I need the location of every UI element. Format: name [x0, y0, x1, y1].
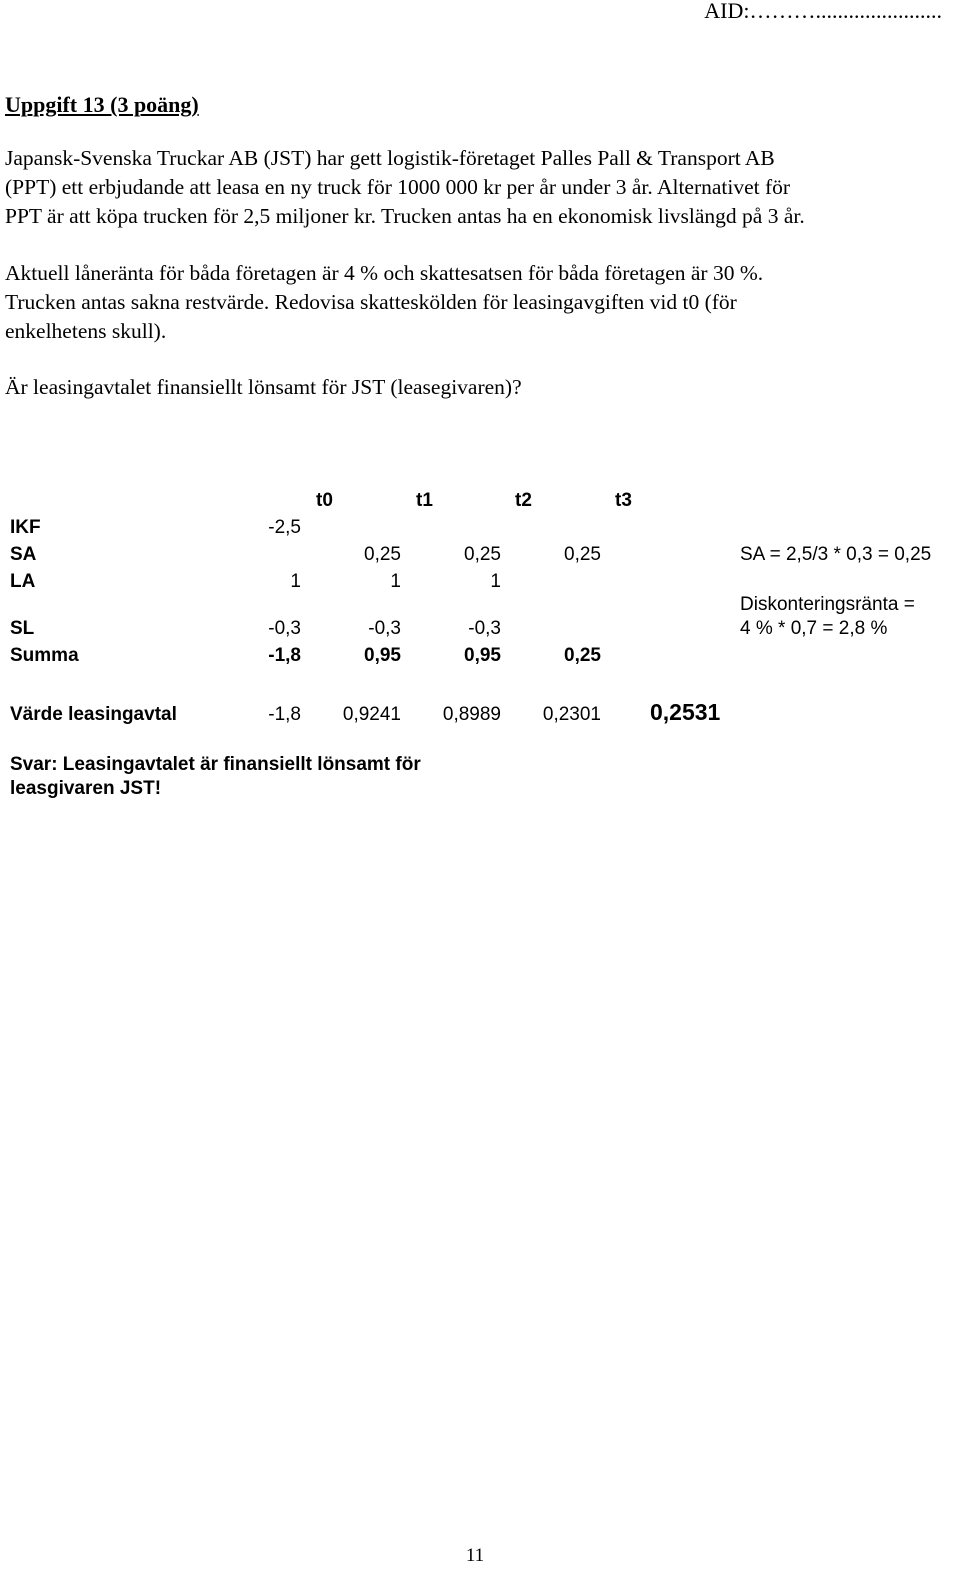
- task-description: [5, 144, 955, 231]
- column-header-t3: t3: [615, 490, 632, 511]
- discount-rate-value: 4 % * 0,7 = 2,8 %: [740, 618, 888, 639]
- column-header-t0: t0: [316, 490, 333, 511]
- row-label-value: Värde leasingavtal: [10, 704, 177, 725]
- cell-sl-t2: -0,3: [468, 618, 501, 639]
- cell-sa-t1: 0,25: [364, 544, 401, 565]
- cell-summa-t1: 0,95: [364, 645, 401, 666]
- row-label-ikf: IKF: [10, 517, 41, 538]
- cell-la-t2: 1: [490, 571, 501, 592]
- cell-la-t1: 1: [390, 571, 401, 592]
- cell-ikf-t0: -2,5: [268, 517, 301, 538]
- row-label-sa: SA: [10, 544, 37, 565]
- column-header-t2: t2: [515, 490, 532, 511]
- task-question: [5, 373, 955, 402]
- text-line: Är leasingavtalet finansiellt lönsamt för JST (leasegivaren)?: [5, 375, 522, 399]
- task-heading: Uppgift 13 (3 poäng): [5, 92, 199, 117]
- cell-value-t0: -1,8: [268, 704, 301, 725]
- cell-summa-t3: 0,25: [564, 645, 601, 666]
- text-line: PPT är att köpa trucken för 2,5 miljoner kr. Trucken antas ha en ekonomisk livslängd på 3 år.: [5, 204, 805, 228]
- text-line: (PPT) ett erbjudande att leasa en ny truck för 1000 000 kr per år under 3 år. Alternativet för: [5, 175, 791, 199]
- task-conditions: [5, 259, 955, 346]
- answer-line: Svar: Leasingavtalet är finansiellt lönsamt för: [10, 754, 421, 775]
- total-value: 0,2531: [650, 699, 721, 725]
- column-header-t1: t1: [416, 490, 433, 511]
- sa-formula-note: SA = 2,5/3 * 0,3 = 0,25: [740, 544, 932, 565]
- cell-value-t3: 0,2301: [542, 704, 601, 725]
- cell-value-t1: 0,9241: [342, 704, 401, 725]
- cell-summa-t0: -1,8: [268, 645, 301, 666]
- row-label-summa: Summa: [10, 645, 79, 666]
- text-line: enkelhetens skull).: [5, 319, 167, 343]
- row-label-sl: SL: [10, 618, 35, 639]
- text-line: Aktuell låneränta för båda företagen är 4 % och skattesatsen för båda företagen är 30 %.: [5, 261, 764, 285]
- cell-sl-t0: -0,3: [268, 618, 301, 639]
- cell-la-t0: 1: [290, 571, 301, 592]
- discount-rate-label: Diskonteringsränta =: [740, 594, 915, 615]
- cell-summa-t2: 0,95: [464, 645, 501, 666]
- cell-sa-t2: 0,25: [464, 544, 501, 565]
- text-line: Trucken antas sakna restvärde. Redovisa skatteskölden för leasingavgiften vid t0 (för: [5, 290, 737, 314]
- text-line: Japansk-Svenska Truckar AB (JST) har gett logistik-företaget Palles Pall & Transport AB: [5, 146, 775, 170]
- answer-text: [10, 753, 421, 801]
- answer-line: leasgivaren JST!: [10, 778, 162, 799]
- aid-field: AID:……….......................: [704, 0, 942, 23]
- cell-sl-t1: -0,3: [368, 618, 401, 639]
- row-label-la: LA: [10, 571, 36, 592]
- page-number: 11: [465, 1545, 485, 1566]
- cell-sa-t3: 0,25: [564, 544, 601, 565]
- cell-value-t2: 0,8989: [442, 704, 501, 725]
